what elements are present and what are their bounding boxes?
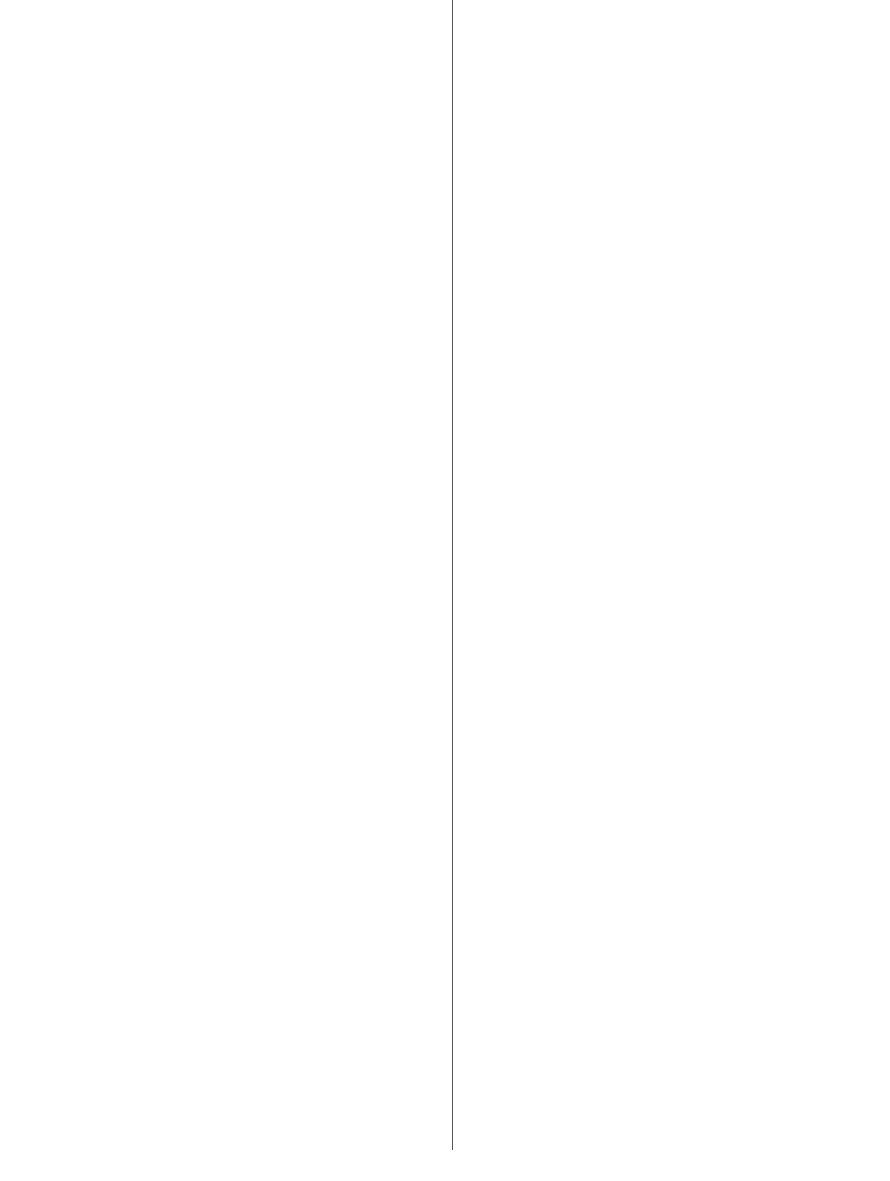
column-divider bbox=[452, 0, 453, 1150]
